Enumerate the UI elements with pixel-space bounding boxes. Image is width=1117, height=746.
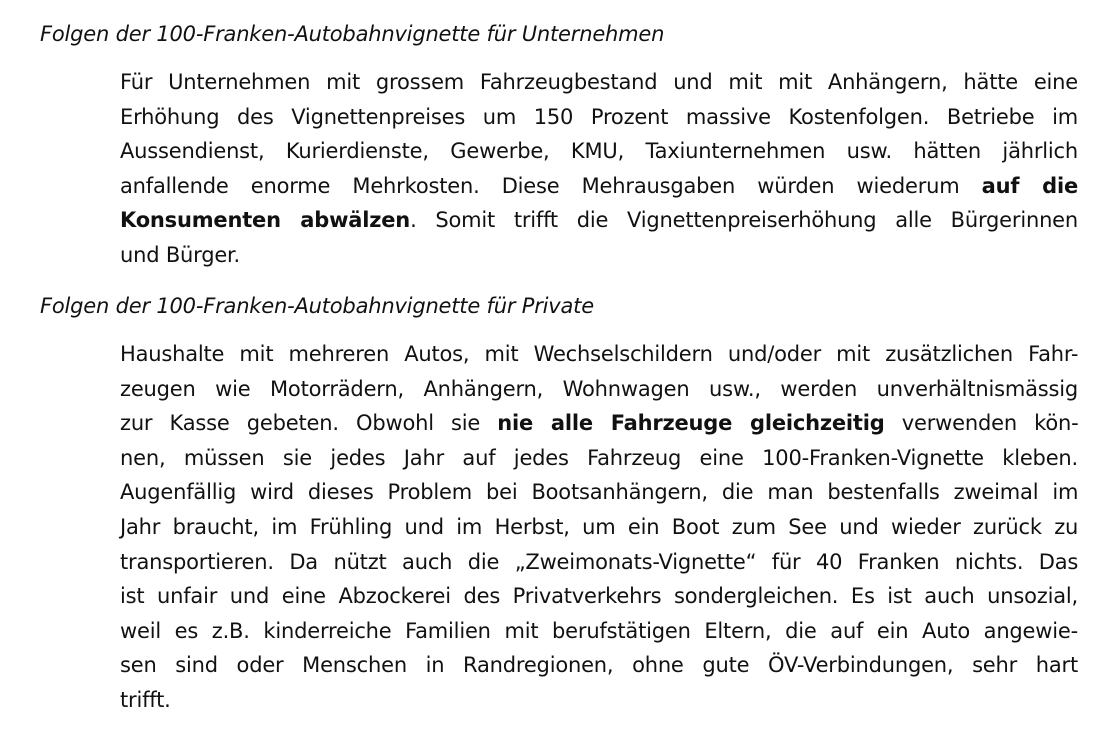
text-line: Konsumenten abwälzen. Somit trifft die Vignettenpreiserhöhung alle Bürgerinnen [120,208,1079,232]
text-line: trifft. [120,687,171,712]
text-line: Für Unternehmen mit grossem Fahrzeugbestand und mit mit Anhängern, hätte eine [120,70,1078,94]
bold-emphasis: Konsumenten abwälzen [120,208,411,232]
bold-emphasis: auf die [981,173,1078,198]
text-line: zeugen wie Motorrädern, Anhängern, Wohnwagen usw., werden unverhältnismässig [120,376,1078,401]
paragraph-unternehmen [120,65,1078,272]
text-line: nen, müssen sie jedes Jahr auf jedes Fahrzeug eine 100-Franken-Vignette kleben. [120,445,1078,470]
section-heading-private: Folgen der 100-Franken-Autobahnvignette für Private [40,294,594,318]
section-heading-unternehmen: Folgen der 100-Franken-Autobahnvignette für Unternehmen [40,22,665,46]
paragraph-private [120,337,1078,718]
text-line: Aussendienst, Kurierdienste, Gewerbe, KMU, Taxiunternehmen usw. hätten jährlich [120,139,1078,163]
text-line: zur Kasse gebeten. Obwohl sie nie alle Fahrzeuge gleichzeitig verwenden kön- [120,411,1079,436]
text-line: sen sind oder Menschen in Randregionen, ohne gute ÖV-Verbindungen, sehr hart [120,653,1078,678]
text-line: Augenfällig wird dieses Problem bei Bootsanhängern, die man bestenfalls zweimal im [120,480,1079,505]
bold-emphasis: nie alle Fahrzeuge gleichzeitig [497,411,885,436]
text-line: Erhöhung des Vignettenpreises um 150 Prozent massive Kostenfolgen. Betriebe im [120,104,1078,129]
text-line: Haushalte mit mehreren Autos, mit Wechselschildern und/oder mit zusätzlichen Fahr- [120,342,1079,366]
text-line: ist unfair und eine Abzockerei des Privatverkehrs sondergleichen. Es ist auch unsozial, [120,584,1078,609]
text-line: anfallende enorme Mehrkosten. Diese Mehrausgaben würden wiederum auf die [120,173,1078,198]
text-line: und Bürger. [120,242,241,267]
text-line: transportieren. Da nützt auch die „Zweimonats-Vignette“ für 40 Franken nichts. Das [120,549,1079,574]
text-line: weil es z.B. kinderreiche Familien mit berufstätigen Eltern, die auf ein Auto angewie- [120,618,1078,643]
text-line: Jahr braucht, im Frühling und im Herbst, um ein Boot zum See und wieder zurück zu [120,514,1079,539]
